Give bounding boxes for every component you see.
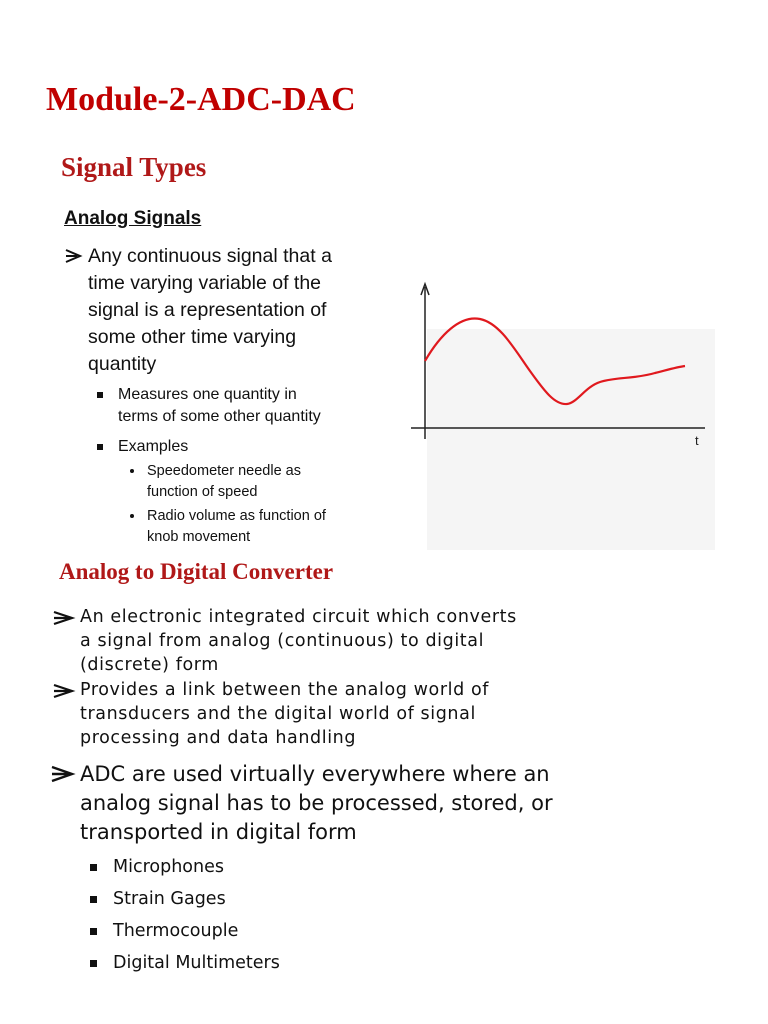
text-line: time varying variable of the — [88, 272, 322, 294]
analog-signal-definition — [88, 243, 398, 378]
list-item-microphones: Microphones — [113, 857, 224, 877]
list-item-strain-gages: Strain Gages — [113, 889, 226, 909]
text-line: Radio volume as function of — [147, 508, 326, 524]
x-axis-label: t — [695, 433, 699, 448]
text-line: quantity — [88, 353, 157, 375]
adc-bullet-link — [80, 678, 489, 750]
analog-signal-graph — [405, 275, 715, 554]
square-bullet-icon — [90, 928, 97, 935]
square-bullet-icon — [90, 896, 97, 903]
text-line: signal is a representation of — [88, 299, 327, 321]
text-line: (discrete) form — [80, 655, 219, 675]
list-item-thermocouple: Thermocouple — [113, 921, 239, 941]
example-speedometer — [147, 461, 301, 503]
list-item-digital-multimeters: Digital Multimeters — [113, 953, 280, 973]
text-line: transported in digital form — [80, 820, 357, 844]
square-bullet-icon — [97, 444, 103, 450]
square-bullet-icon — [90, 960, 97, 967]
text-line: terms of some other quantity — [118, 408, 321, 425]
arrow-bullet-icon — [50, 760, 78, 792]
adc-bullet-usage — [80, 760, 553, 847]
section-heading-signal-types: Signal Types — [61, 152, 207, 182]
arrow-bullet-icon — [64, 243, 84, 273]
text-line: some other time varying — [88, 326, 297, 348]
text-line: Provides a link between the analog world of — [80, 680, 490, 700]
text-line: Measures one quantity in — [118, 386, 297, 403]
subheading-analog-signals: Analog Signals — [64, 208, 202, 229]
square-bullet-icon — [97, 392, 103, 398]
text-line: a signal from analog (continuous) to digital — [80, 631, 485, 651]
page-title: Module-2-ADC-DAC — [46, 81, 356, 118]
text-line: ADC are used virtually everywhere where an — [80, 762, 550, 786]
section-heading-adc: Analog to Digital Converter — [59, 559, 334, 584]
text-line: function of speed — [147, 484, 258, 500]
text-line: Any continuous signal that a — [88, 245, 332, 267]
text-line: knob movement — [147, 529, 251, 545]
round-bullet-icon — [130, 469, 134, 473]
plot-background — [427, 329, 715, 550]
sub-bullet-examples: Examples — [118, 438, 189, 455]
arrow-bullet-icon — [52, 606, 78, 634]
sub-bullet-measures — [118, 384, 321, 428]
text-line: Speedometer needle as — [147, 463, 301, 479]
round-bullet-icon — [130, 514, 134, 518]
analog-signal-plot — [405, 275, 715, 550]
text-line: analog signal has to be processed, stored, or — [80, 791, 553, 815]
square-bullet-icon — [90, 864, 97, 871]
example-radio-volume — [147, 506, 326, 548]
adc-bullet-definition — [80, 605, 517, 677]
arrow-bullet-icon — [52, 679, 78, 707]
text-line: processing and data handling — [80, 728, 357, 748]
text-line: An electronic integrated circuit which converts — [80, 607, 517, 627]
text-line: transducers and the digital world of signal — [80, 704, 476, 724]
